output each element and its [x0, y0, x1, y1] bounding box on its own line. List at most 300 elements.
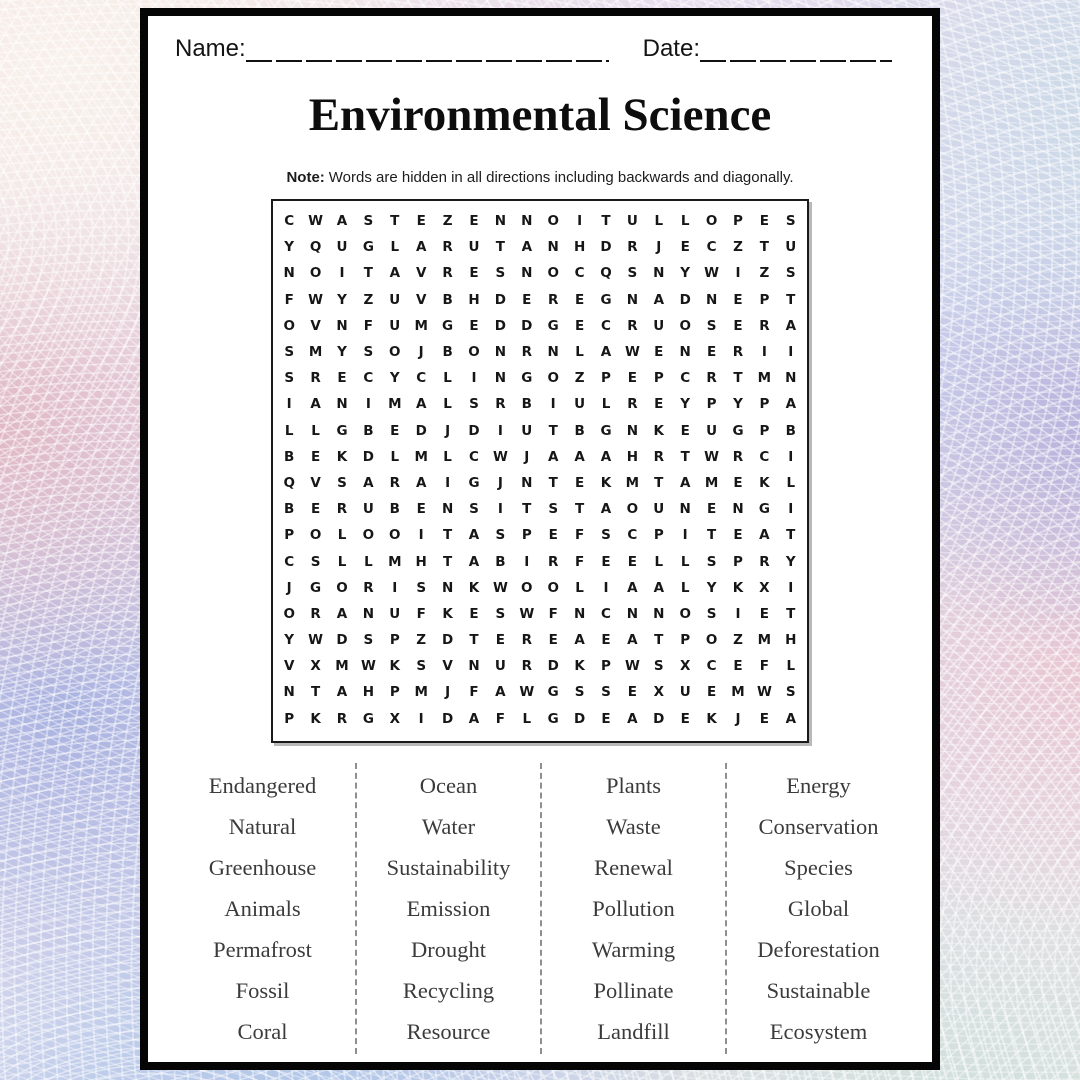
grid-cell: B: [284, 448, 295, 465]
word-item: Water: [421, 813, 476, 839]
grid-cell: K: [706, 710, 717, 727]
grid-cell: S: [337, 474, 347, 491]
grid-cell: W: [704, 448, 720, 465]
grid-cell: R: [442, 265, 453, 282]
word-item: Plants: [605, 772, 661, 798]
word-item: Ocean: [419, 772, 478, 798]
grid-cell: T: [601, 213, 611, 230]
word-item: Deforestation: [757, 936, 880, 962]
grid-cell: T: [363, 265, 373, 282]
grid-cell: G: [758, 501, 770, 518]
note-text: Words are hidden in all directions including backwards and diagonally.: [328, 169, 794, 186]
grid-cell: P: [389, 684, 400, 701]
grid-cell: S: [363, 344, 374, 361]
grid-cell: L: [364, 553, 373, 570]
grid-cell: T: [786, 527, 796, 544]
grid-cell: D: [336, 632, 348, 649]
grid-cell: I: [497, 501, 503, 518]
grid-cell: U: [389, 605, 401, 622]
grid-cell: C: [706, 239, 717, 256]
grid-cell: D: [679, 291, 691, 308]
grid-cell: M: [757, 370, 772, 387]
grid-cell: A: [495, 684, 506, 701]
grid-cell: P: [389, 632, 400, 649]
grid-cell: L: [390, 448, 400, 465]
grid-cell: L: [575, 579, 584, 596]
grid-cell: A: [336, 605, 348, 622]
grid-cell: H: [573, 239, 586, 256]
grid-cell: I: [445, 474, 451, 491]
grid-cell: N: [626, 605, 639, 622]
word-list: [170, 763, 910, 1054]
grid-cell: E: [310, 448, 321, 465]
grid-cell: N: [283, 265, 295, 282]
grid-cell: G: [600, 422, 612, 439]
grid-cell: S: [785, 684, 796, 701]
word-item: Fossil: [235, 977, 290, 1003]
grid-cell: R: [521, 632, 532, 649]
grid-cell: Z: [733, 632, 743, 649]
grid-cell: W: [519, 605, 535, 622]
grid-cell: O: [626, 501, 639, 518]
grid-cell: L: [601, 396, 611, 413]
grid-cell: Y: [680, 265, 691, 282]
grid-cell: I: [471, 370, 477, 387]
grid-cell: B: [284, 501, 295, 518]
note-line: [148, 169, 932, 186]
grid-cell: O: [336, 579, 348, 596]
grid-cell: S: [469, 501, 479, 518]
grid-cell: Q: [600, 265, 612, 282]
grid-cell: K: [389, 658, 401, 675]
grid-cell: L: [680, 553, 690, 570]
grid-cell: U: [362, 501, 374, 518]
grid-cell: N: [336, 396, 348, 413]
grid-cell: I: [577, 213, 583, 230]
grid-cell: P: [601, 370, 611, 387]
grid-cell: W: [308, 213, 324, 230]
grid-cell: D: [468, 422, 480, 439]
word-item: Recycling: [402, 977, 495, 1003]
grid-cell: T: [654, 474, 664, 491]
grid-cell: N: [547, 239, 559, 256]
grid-cell: I: [418, 527, 424, 544]
grid-cell: V: [442, 658, 453, 675]
grid-cell: P: [759, 396, 770, 413]
page-title: Environmental Science: [308, 89, 772, 141]
grid-cell: I: [603, 579, 609, 596]
grid-cell: S: [627, 265, 638, 282]
grid-cell: I: [788, 501, 794, 518]
grid-cell: M: [335, 658, 349, 675]
grid-cell: I: [735, 265, 741, 282]
grid-cell: B: [521, 396, 532, 413]
grid-cell: F: [469, 684, 479, 701]
grid-cell: H: [415, 553, 427, 570]
grid-cell: L: [654, 553, 664, 570]
grid-cell: I: [788, 579, 794, 596]
grid-cell: X: [679, 658, 691, 675]
grid-cell: W: [624, 658, 640, 675]
grid-cell: S: [785, 213, 796, 230]
grid-cell: T: [469, 632, 479, 649]
grid-cell: S: [363, 632, 374, 649]
grid-cell: N: [521, 474, 533, 491]
grid-cell: A: [759, 527, 770, 544]
grid-cell: K: [574, 658, 585, 675]
grid-cell: R: [732, 344, 744, 361]
grid-cell: L: [680, 213, 690, 230]
grid-cell: A: [653, 579, 665, 596]
grid-cell: N: [441, 579, 454, 596]
grid-cell: U: [389, 317, 401, 334]
grid-cell: J: [445, 422, 451, 439]
grid-cell: I: [788, 448, 794, 465]
grid-cell: E: [469, 265, 479, 282]
word-item: Resource: [406, 1018, 491, 1044]
grid-cell: Y: [680, 396, 691, 413]
grid-cell: V: [310, 317, 321, 334]
grid-cell: L: [284, 422, 294, 439]
grid-cell: O: [705, 213, 718, 230]
grid-cell: K: [600, 474, 612, 491]
grid-cell: N: [626, 422, 639, 439]
grid-cell: C: [601, 605, 611, 622]
grid-cell: E: [601, 553, 611, 570]
grid-cell: U: [653, 317, 665, 334]
grid-cell: B: [363, 422, 374, 439]
grid-cell: H: [785, 632, 797, 649]
grid-cell: I: [550, 396, 556, 413]
grid-cell: W: [492, 448, 508, 465]
grid-cell: I: [735, 605, 741, 622]
grid-cell: R: [547, 553, 559, 570]
grid-cell: S: [469, 396, 479, 413]
grid-cell: S: [416, 658, 427, 675]
grid-cell: E: [706, 501, 717, 518]
word-item: Ecosystem: [769, 1018, 868, 1044]
grid-cell: P: [733, 213, 743, 230]
grid-cell: X: [389, 710, 400, 727]
grid-cell: I: [524, 553, 530, 570]
grid-cell: P: [733, 553, 743, 570]
date-label: Date:: [642, 34, 700, 62]
grid-cell: F: [759, 658, 769, 675]
grid-cell: S: [601, 684, 611, 701]
grid-cell: R: [442, 239, 453, 256]
grid-cell: K: [442, 605, 453, 622]
grid-cell: A: [574, 448, 585, 465]
grid-cell: R: [336, 501, 348, 518]
word-item: Animals: [224, 895, 301, 921]
grid-cell: A: [415, 396, 427, 413]
grid-cell: E: [680, 239, 690, 256]
word-item: Drought: [411, 936, 486, 962]
grid-cell: D: [573, 710, 586, 727]
word-item: Global: [787, 895, 850, 921]
grid-cell: A: [574, 632, 585, 649]
grid-cell: G: [521, 370, 533, 387]
grid-cell: U: [468, 239, 480, 256]
grid-cell: R: [310, 605, 321, 622]
grid-cell: A: [468, 710, 480, 727]
grid-cell: I: [788, 344, 794, 361]
grid-cell: O: [547, 579, 559, 596]
grid-cell: Y: [284, 632, 295, 649]
grid-cell: A: [468, 527, 480, 544]
grid-cell: P: [653, 527, 664, 544]
grid-cell: D: [441, 632, 454, 649]
grid-cell: D: [441, 710, 454, 727]
word-item: Warming: [591, 936, 676, 962]
grid-cell: E: [469, 317, 479, 334]
grid-cell: N: [653, 265, 665, 282]
grid-cell: V: [283, 658, 295, 675]
grid-cell: T: [548, 422, 558, 439]
grid-cell: F: [363, 317, 373, 334]
word-item: Pollution: [592, 895, 675, 921]
grid-cell: E: [733, 317, 743, 334]
grid-cell: O: [705, 632, 718, 649]
grid-cell: D: [494, 317, 506, 334]
grid-cell: Y: [284, 239, 295, 256]
grid-cell: E: [390, 422, 400, 439]
grid-cell: L: [390, 239, 400, 256]
grid-cell: R: [653, 448, 664, 465]
grid-cell: E: [680, 422, 690, 439]
grid-cell: A: [600, 501, 612, 518]
grid-cell: W: [492, 579, 508, 596]
grid-cell: E: [469, 213, 479, 230]
grid-cell: N: [283, 684, 295, 701]
grid-cell: D: [415, 422, 427, 439]
grid-cell: M: [757, 632, 772, 649]
grid-cell: E: [469, 605, 479, 622]
worksheet-page: [140, 8, 940, 1070]
grid-cell: R: [495, 396, 506, 413]
grid-cell: U: [653, 501, 665, 518]
grid-cell: X: [310, 658, 321, 675]
grid-cell: G: [600, 291, 612, 308]
grid-cell: T: [706, 527, 717, 544]
grid-cell: N: [732, 501, 744, 518]
grid-cell: L: [443, 396, 452, 413]
grid-cell: W: [308, 291, 324, 308]
grid-cell: N: [494, 344, 507, 361]
grid-cell: E: [759, 605, 769, 622]
grid-cell: Y: [785, 553, 796, 570]
grid-cell: T: [442, 553, 453, 570]
grid-cell: R: [759, 553, 770, 570]
grid-cell: P: [601, 658, 611, 675]
grid-cell: M: [704, 474, 719, 491]
grid-cell: A: [600, 448, 612, 465]
grid-cell: F: [416, 605, 426, 622]
grid-cell: O: [547, 265, 559, 282]
word-item: Greenhouse: [208, 854, 317, 880]
grid-cell: C: [363, 370, 374, 387]
grid-cell: E: [522, 291, 532, 308]
grid-cell: N: [679, 501, 691, 518]
grid-cell: O: [521, 579, 533, 596]
grid-cell: E: [601, 710, 611, 727]
grid-cell: S: [495, 527, 506, 544]
grid-cell: J: [735, 710, 741, 727]
grid-cell: S: [548, 501, 559, 518]
grid-cell: P: [680, 632, 691, 649]
grid-cell: I: [682, 527, 688, 544]
grid-cell: A: [415, 239, 427, 256]
grid-cell: A: [785, 710, 797, 727]
grid-cell: W: [704, 265, 720, 282]
grid-cell: S: [706, 553, 717, 570]
grid-cell: L: [337, 527, 347, 544]
grid-cell: C: [680, 370, 691, 387]
grid-cell: S: [495, 265, 506, 282]
grid-cell: Z: [416, 632, 427, 649]
grid-cell: T: [759, 239, 769, 256]
grid-cell: O: [468, 344, 480, 361]
grid-cell: G: [547, 317, 559, 334]
grid-cell: W: [756, 684, 772, 701]
grid-cell: G: [362, 710, 374, 727]
grid-cell: M: [414, 448, 428, 465]
word-item: Species: [784, 854, 853, 880]
grid-cell: S: [284, 344, 295, 361]
grid-cell: E: [337, 370, 347, 387]
grid-cell: A: [336, 684, 348, 701]
grid-cell: H: [626, 448, 639, 465]
grid-cell: F: [574, 553, 585, 570]
grid-cell: P: [284, 527, 295, 544]
grid-cell: E: [574, 474, 585, 491]
grid-cell: O: [283, 317, 295, 334]
word-item: Landfill: [597, 1018, 670, 1044]
grid-cell: W: [624, 344, 640, 361]
word-search-grid: [271, 199, 809, 743]
grid-cell: E: [706, 684, 717, 701]
grid-cell: W: [308, 632, 324, 649]
grid-cell: E: [733, 291, 743, 308]
grid-cell: Z: [574, 370, 585, 387]
grid-cell: C: [601, 317, 611, 334]
grid-cell: M: [731, 684, 745, 701]
grid-cell: A: [653, 291, 665, 308]
grid-cell: N: [679, 344, 691, 361]
word-item: Pollinate: [593, 977, 674, 1003]
grid-cell: J: [418, 344, 424, 361]
grid-cell: I: [365, 396, 371, 413]
grid-cell: D: [494, 291, 506, 308]
grid-cell: H: [468, 291, 480, 308]
grid-cell: E: [733, 658, 743, 675]
grid-cell: E: [654, 344, 664, 361]
grid-cell: A: [627, 632, 638, 649]
grid-cell: M: [308, 344, 323, 361]
grid-cell: M: [388, 553, 402, 570]
grid-cell: A: [468, 553, 480, 570]
grid-cell: D: [521, 317, 533, 334]
grid-cell: F: [495, 710, 505, 727]
grid-cell: J: [497, 474, 503, 491]
grid-cell: E: [574, 291, 585, 308]
word-list-column: [355, 763, 540, 1054]
grid-cell: P: [706, 396, 717, 413]
grid-cell: S: [653, 658, 664, 675]
grid-cell: K: [759, 474, 770, 491]
grid-cell: O: [309, 527, 322, 544]
grid-cell: R: [627, 396, 638, 413]
grid-cell: R: [336, 710, 348, 727]
grid-cell: B: [442, 291, 453, 308]
grid-cell: L: [443, 370, 452, 387]
grid-cell: S: [785, 265, 796, 282]
grid-cell: A: [627, 579, 638, 596]
grid-cell: L: [575, 344, 584, 361]
grid-cell: I: [418, 710, 424, 727]
grid-cell: U: [706, 422, 718, 439]
grid-cell: U: [494, 658, 506, 675]
grid-cell: E: [601, 632, 611, 649]
grid-cell: T: [390, 213, 400, 230]
grid-cell: P: [653, 370, 664, 387]
grid-cell: E: [680, 710, 690, 727]
grid-cell: P: [759, 291, 770, 308]
grid-cell: T: [548, 474, 558, 491]
grid-cell: L: [654, 213, 664, 230]
grid-cell: R: [706, 370, 717, 387]
grid-cell: E: [548, 632, 558, 649]
grid-cell: I: [339, 265, 345, 282]
grid-cell: K: [336, 448, 348, 465]
word-item: Emission: [406, 895, 491, 921]
word-item: Sustainable: [766, 977, 871, 1003]
grid-cell: E: [495, 632, 505, 649]
grid-cell: T: [654, 632, 664, 649]
grid-cell: I: [392, 579, 398, 596]
grid-cell: C: [469, 448, 479, 465]
word-item: Coral: [237, 1018, 288, 1044]
grid-cell: L: [337, 553, 347, 570]
grid-cell: G: [547, 684, 559, 701]
grid-cell: L: [786, 474, 796, 491]
word-list-column: [170, 763, 355, 1054]
grid-cell: N: [785, 370, 797, 387]
grid-cell: R: [521, 658, 532, 675]
grid-cell: U: [521, 422, 533, 439]
grid-cell: E: [574, 317, 585, 334]
grid-cell: M: [414, 317, 428, 334]
grid-cell: O: [389, 344, 401, 361]
grid-cell: C: [706, 658, 717, 675]
grid-cell: Q: [283, 474, 295, 491]
grid-cell: N: [494, 213, 507, 230]
grid-cell: R: [547, 291, 559, 308]
grid-cell: G: [732, 422, 744, 439]
grid-cell: A: [627, 710, 638, 727]
grid-cell: B: [495, 553, 506, 570]
grid-cell: P: [521, 527, 532, 544]
grid-cell: O: [547, 213, 559, 230]
grid-cell: T: [522, 501, 532, 518]
grid-cell: B: [442, 344, 453, 361]
grid-cell: E: [759, 710, 769, 727]
grid-cell: A: [310, 396, 321, 413]
grid-cell: U: [336, 239, 348, 256]
grid-cell: C: [284, 213, 295, 230]
grid-cell: F: [574, 527, 585, 544]
grid-cell: W: [360, 658, 376, 675]
